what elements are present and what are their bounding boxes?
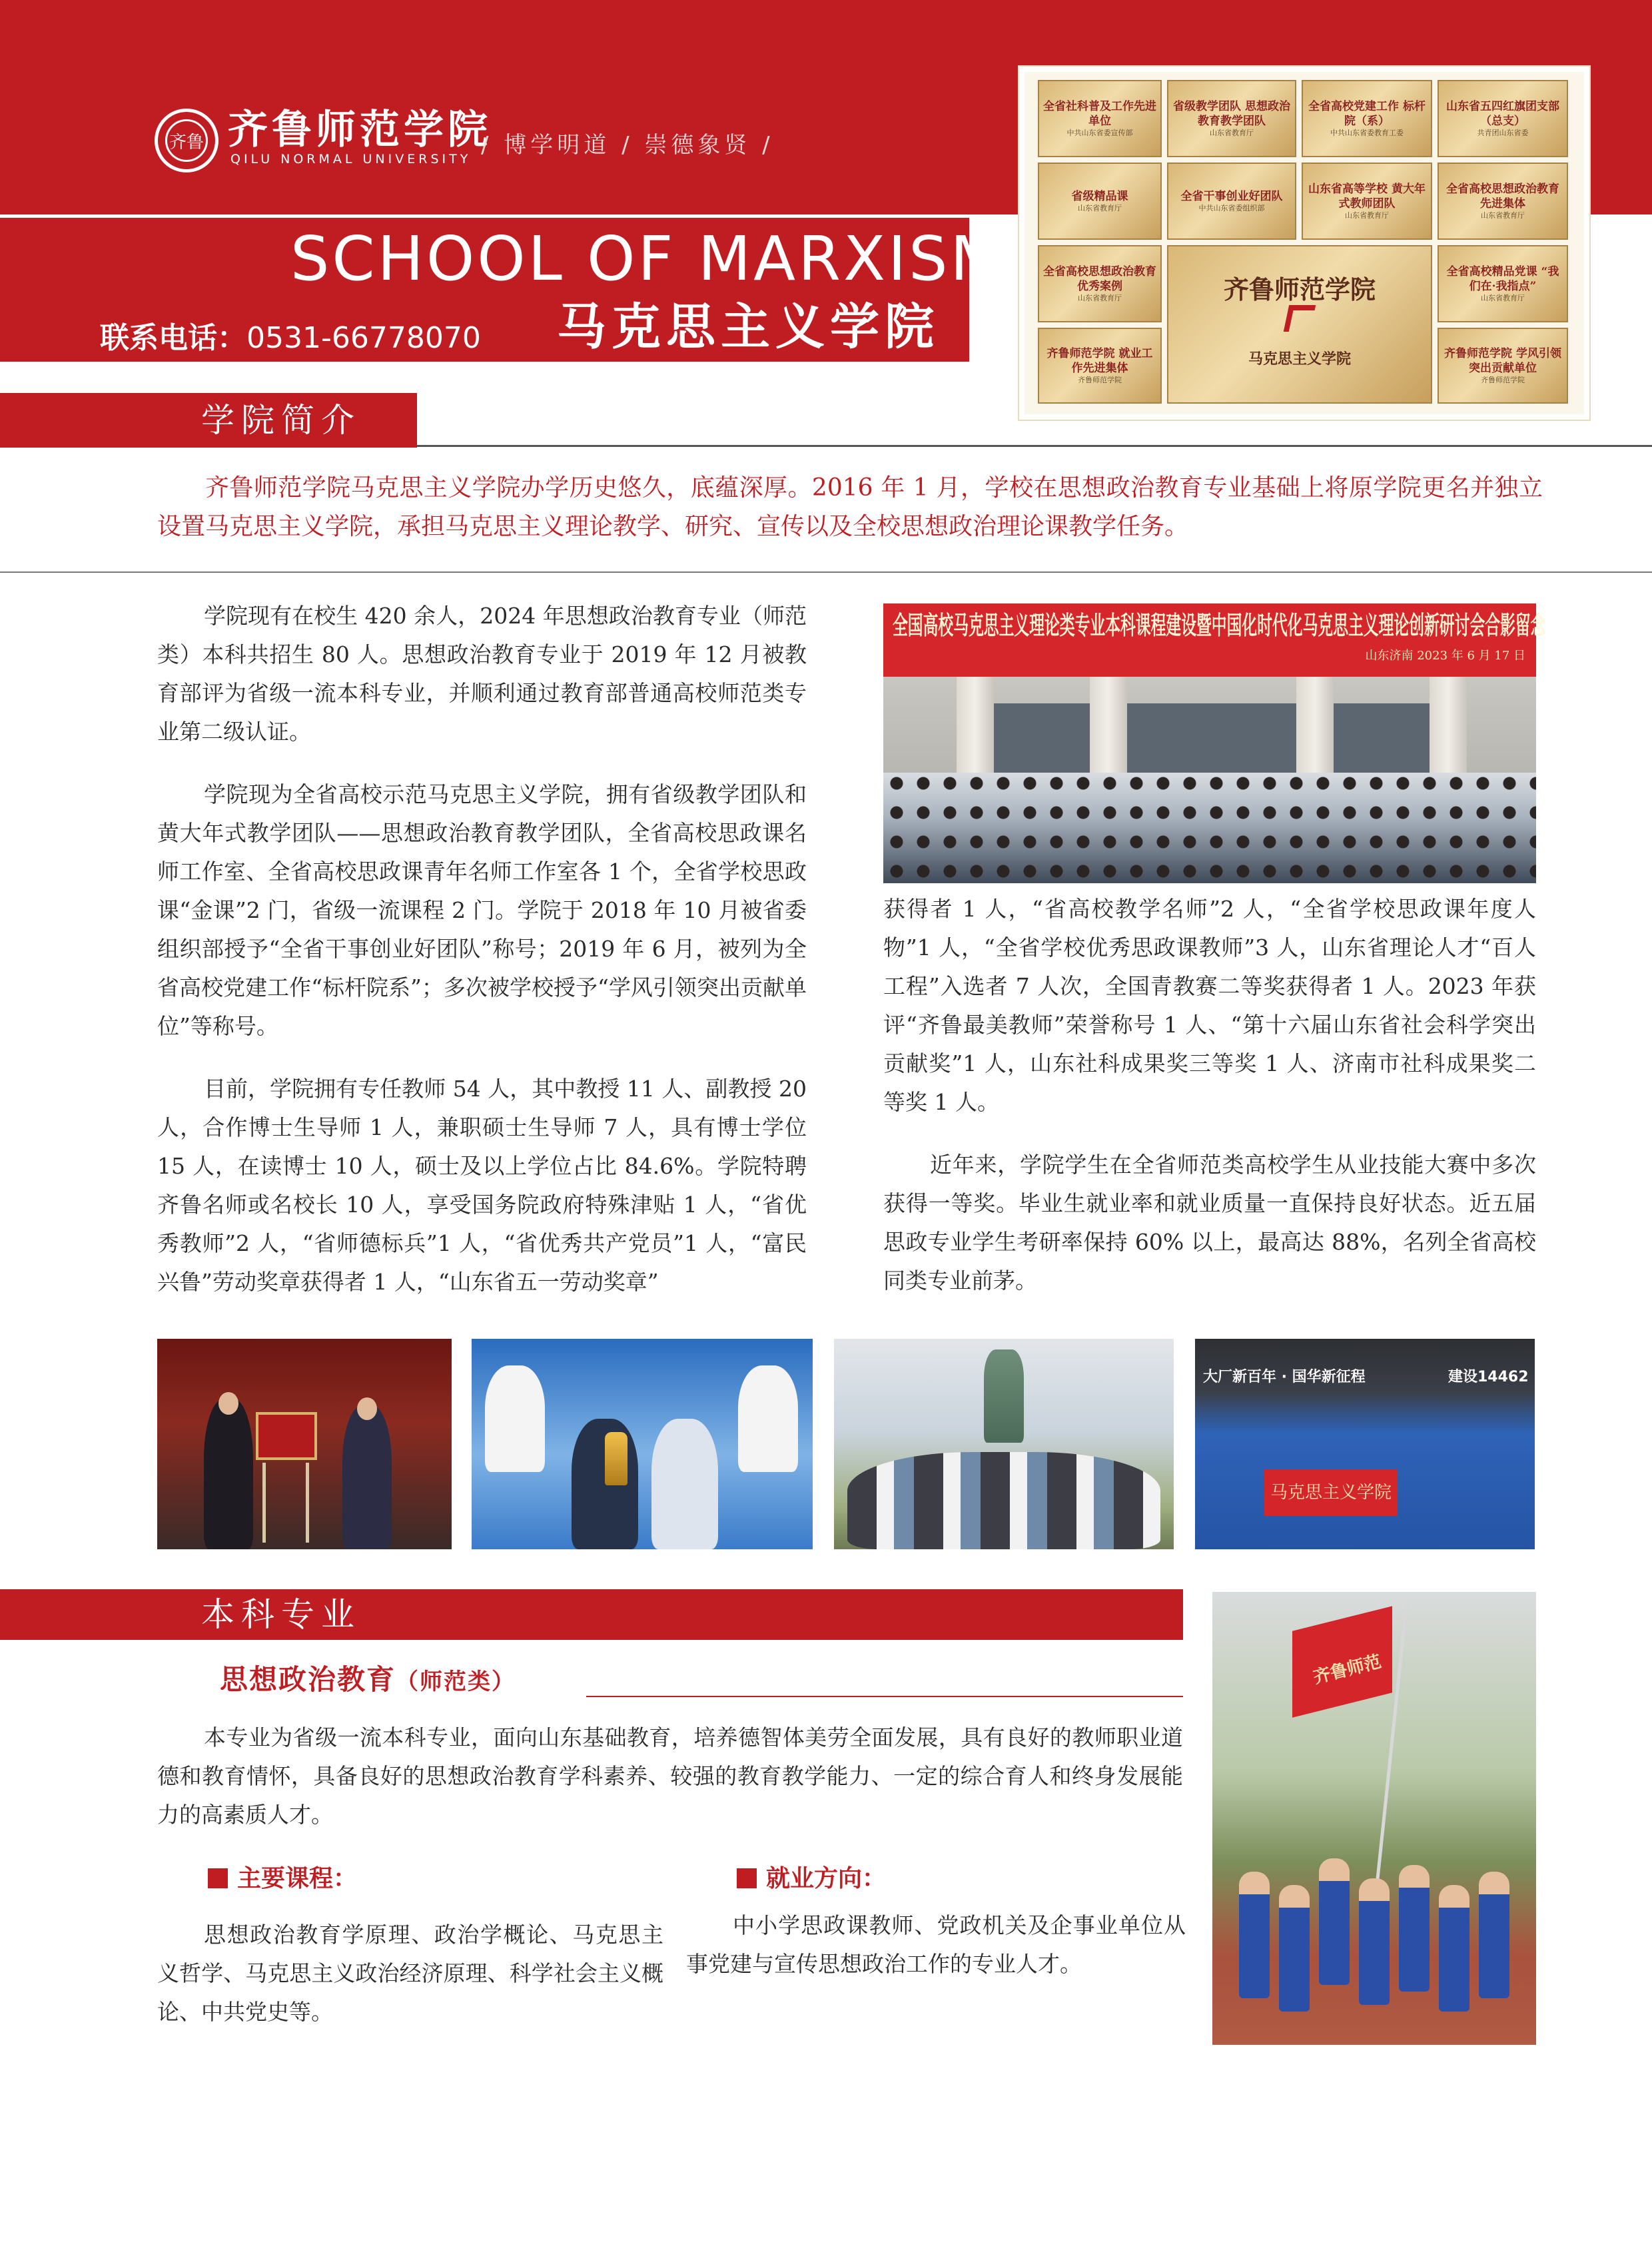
major-name — [220, 1660, 516, 1702]
easel-shape — [262, 1463, 309, 1543]
section-title-major: 本科专业 — [0, 1589, 1183, 1640]
award-plaque: 齐鲁师范学院 学风引领突出贡献单位 齐鲁师范学院 — [1438, 328, 1568, 404]
major-type: （师范类） — [396, 1669, 516, 1695]
runner-figure — [1319, 1858, 1350, 1985]
award-plaque: 山东省高等学校 黄大年式教师团队 山东省教育厅 — [1302, 163, 1432, 240]
seal-text: 齐鲁 — [165, 119, 208, 162]
university-motto: / 博学明道 / 崇德象贤 / — [481, 132, 774, 159]
phone-label: 联系电话： — [100, 321, 246, 355]
person-figure — [651, 1419, 718, 1549]
group-of-people — [847, 1452, 1160, 1549]
group-photo-banner — [883, 603, 1546, 677]
award-plaque: 省级精品课 山东省教育厅 — [1038, 163, 1162, 240]
runner-figure — [1479, 1872, 1509, 1998]
person-head — [218, 1392, 238, 1415]
photo-campus-statue — [834, 1339, 1174, 1549]
paragraph-students: 学院现有在校生 420 余人，2024 年思想政治教育专业（师范类）本科共招生 80 人。思想政治教育专业于 2019 年 12 月被教育部评为省级一流本科专业，并顺利通过教育部普通高校师范类专业第二级认证。 — [157, 603, 807, 745]
trophy-icon — [605, 1432, 627, 1485]
plaque-shape — [256, 1412, 317, 1460]
person-figure — [342, 1405, 392, 1549]
divider-line — [417, 445, 1652, 447]
paragraph-faculty-cont: 获得者 1 人，“省高校教学名师”2 人，“全省学校思政课年度人物”1 人，“全省学校优秀思政课教师”3 人，山东省理论人才“百人工程”入选者 7 人次，全国青教赛二等奖获得者 1 人。2023 年获评“齐鲁最美教师”荣誉称号 1 人、“第十六届山东省社会科学突出贡献奖”1 人，山东社科成果奖三等奖 1 人、济南市社科成果奖二等奖 1 人。 — [883, 896, 1536, 1115]
school-name-en: SCHOOL OF MARXISM — [290, 223, 1006, 294]
poster-figure — [738, 1365, 798, 1472]
paragraph-honors: 学院现为全省高校示范马克思主义学院，拥有省级教学团队和黄大年式教学团队——思想政治教育教学团队，全省高校思政课名师工作室、全省高校思政课青年名师工作室各 1 个，全省学校思政课“金课”2 门，省级一流课程 2 门。学院于 2018 年 10 月被省委组织部授予“全省干事创业好团队”称号；2019 年 6 月，被列为全省高校党建工作“标杆院系”；多次被学校授予“学风引领突出贡献单位”等称号。 — [157, 781, 807, 1039]
photo-plaque-unveiling — [157, 1339, 452, 1549]
award-plaque: 全省社科普及工作先进单位 中共山东省委宣传部 — [1038, 80, 1162, 157]
runner-figure — [1239, 1872, 1270, 1998]
school-plaque-center — [1167, 245, 1432, 404]
courses-heading: 主要课程： — [208, 1862, 357, 1896]
university-seal-icon — [155, 109, 218, 173]
section-title-intro: 学院简介 — [0, 393, 417, 448]
runner-figure — [1359, 1878, 1390, 2005]
statue-shape — [984, 1349, 1024, 1443]
phone-number: 0531-66778070 — [246, 321, 481, 355]
career-text: 中小学思政课教师、党政机关及企事业单位从事党建与宣传思想政治工作的专业人才。 — [686, 1912, 1186, 1977]
award-plaque: 全省高校思想政治教育先进集体 山东省教育厅 — [1438, 163, 1568, 240]
flag-logo-icon — [1284, 305, 1316, 332]
paragraph-faculty: 目前，学院拥有专任教师 54 人，其中教授 11 人、副教授 20 人，合作博士生导师 1 人，兼职硕士生导师 7 人，具有博士学位 15 人，在读博士 10 人，硕士及以上学位占比 84.6%。学院特聘齐鲁名师或名校长 10 人，享受国务院政府特殊津贴 1 人，“省优秀教师”2 人，“省师德标兵”1 人，“省优秀共产党员”1 人，“富民兴鲁”劳动奖章获得者 1 人，“山东省五一劳动奖章” — [157, 1076, 807, 1295]
award-plaque: 全省高校思想政治教育优秀案例 山东省教育厅 — [1038, 245, 1162, 322]
group-crowd — [883, 773, 1536, 883]
divider-line — [0, 571, 1652, 573]
major-name-text: 思想政治教育 — [220, 1663, 396, 1696]
major-title-underline — [586, 1696, 1183, 1697]
center-plaque-subtitle: 马克思主义学院 — [1248, 350, 1351, 368]
award-plaque: 全省干事创业好团队 中共山东省委组织部 — [1167, 163, 1296, 240]
photo-running-students — [1212, 1592, 1536, 2045]
university-name-en: QILU NORMAL UNIVERSITY — [230, 152, 472, 167]
train-number: 建设14462 — [1448, 1369, 1529, 1385]
award-wall-photo — [1019, 67, 1589, 420]
award-plaque: 全省高校党建工作 标杆院（系） 中共山东省委教育工委 — [1302, 80, 1432, 157]
runner-figure — [1399, 1865, 1430, 1992]
intro-summary: 齐鲁师范学院马克思主义学院办学历史悠久，底蕴深厚。2016 年 1 月，学校在思想政治教育专业基础上将原学院更名并独立设置马克思主义学院，承担马克思主义理论教学、研究、宣传以及全校思想政治理论课教学任务。 — [157, 474, 1543, 540]
runner-figure — [1279, 1885, 1310, 2012]
university-name-cn: 齐鲁师范学院 — [228, 107, 492, 153]
award-plaque: 齐鲁师范学院 就业工作先进集体 齐鲁师范学院 — [1038, 328, 1162, 404]
photo-award-ceremony — [472, 1339, 813, 1549]
square-bullet-icon — [208, 1868, 228, 1888]
group-photo-date: 山东济南 2023 年 6 月 17 日 — [1365, 649, 1525, 663]
person-head — [357, 1397, 377, 1420]
courses-text: 思想政治教育学原理、政治学概论、马克思主义哲学、马克思主义政治经济原理、科学社会主义概论、中共党史等。 — [157, 1922, 663, 2025]
train-banner-text: 大厂新百年 · 国华新征程 — [1203, 1369, 1366, 1385]
square-bullet-icon — [737, 1868, 757, 1888]
award-plaque: 山东省五四红旗团支部（总支） 共青团山东省委 — [1438, 80, 1568, 157]
poster-figure — [485, 1365, 545, 1472]
center-plaque-title: 齐鲁师范学院 — [1223, 274, 1376, 304]
school-name-cn: 马克思主义学院 — [557, 298, 939, 356]
paragraph-students-achievements: 近年来，学院学生在全省师范类高校学生从业技能大赛中多次获得一等奖。毕业生就业率和就业质量一直保持良好状态。近五届思政专业学生考研率保持 60% 以上，最高达 88%，名列全省高校同类专业前茅。 — [883, 1152, 1536, 1294]
person-figure — [204, 1399, 253, 1549]
flag-text: 齐鲁师范 — [1311, 1651, 1384, 1688]
runner-figure — [1439, 1885, 1469, 2012]
career-heading: 就业方向： — [737, 1862, 886, 1896]
group-photo-title: 全国高校马克思主义理论类专业本科课程建设暨中国化时代化马克思主义理论创新研讨会合影留念 — [893, 610, 1546, 640]
major-description: 本专业为省级一流本科专业，面向山东基础教育，培养德智体美劳全面发展，具有良好的教师职业道德和教育情怀，具备良好的思想政治教育学科素养、较强的教育教学能力、一定的综合育人和终身发展能力的高素质人才。 — [157, 1724, 1183, 1828]
award-plaque: 全省高校精品党课 “我们在·我指点” 山东省教育厅 — [1438, 245, 1568, 322]
photo-student-group — [1195, 1339, 1535, 1549]
contact-phone — [100, 318, 481, 358]
students-banner: 马克思主义学院 — [1264, 1469, 1398, 1516]
award-plaque: 省级教学团队 思想政治教育教学团队 山东省教育厅 — [1167, 80, 1296, 157]
